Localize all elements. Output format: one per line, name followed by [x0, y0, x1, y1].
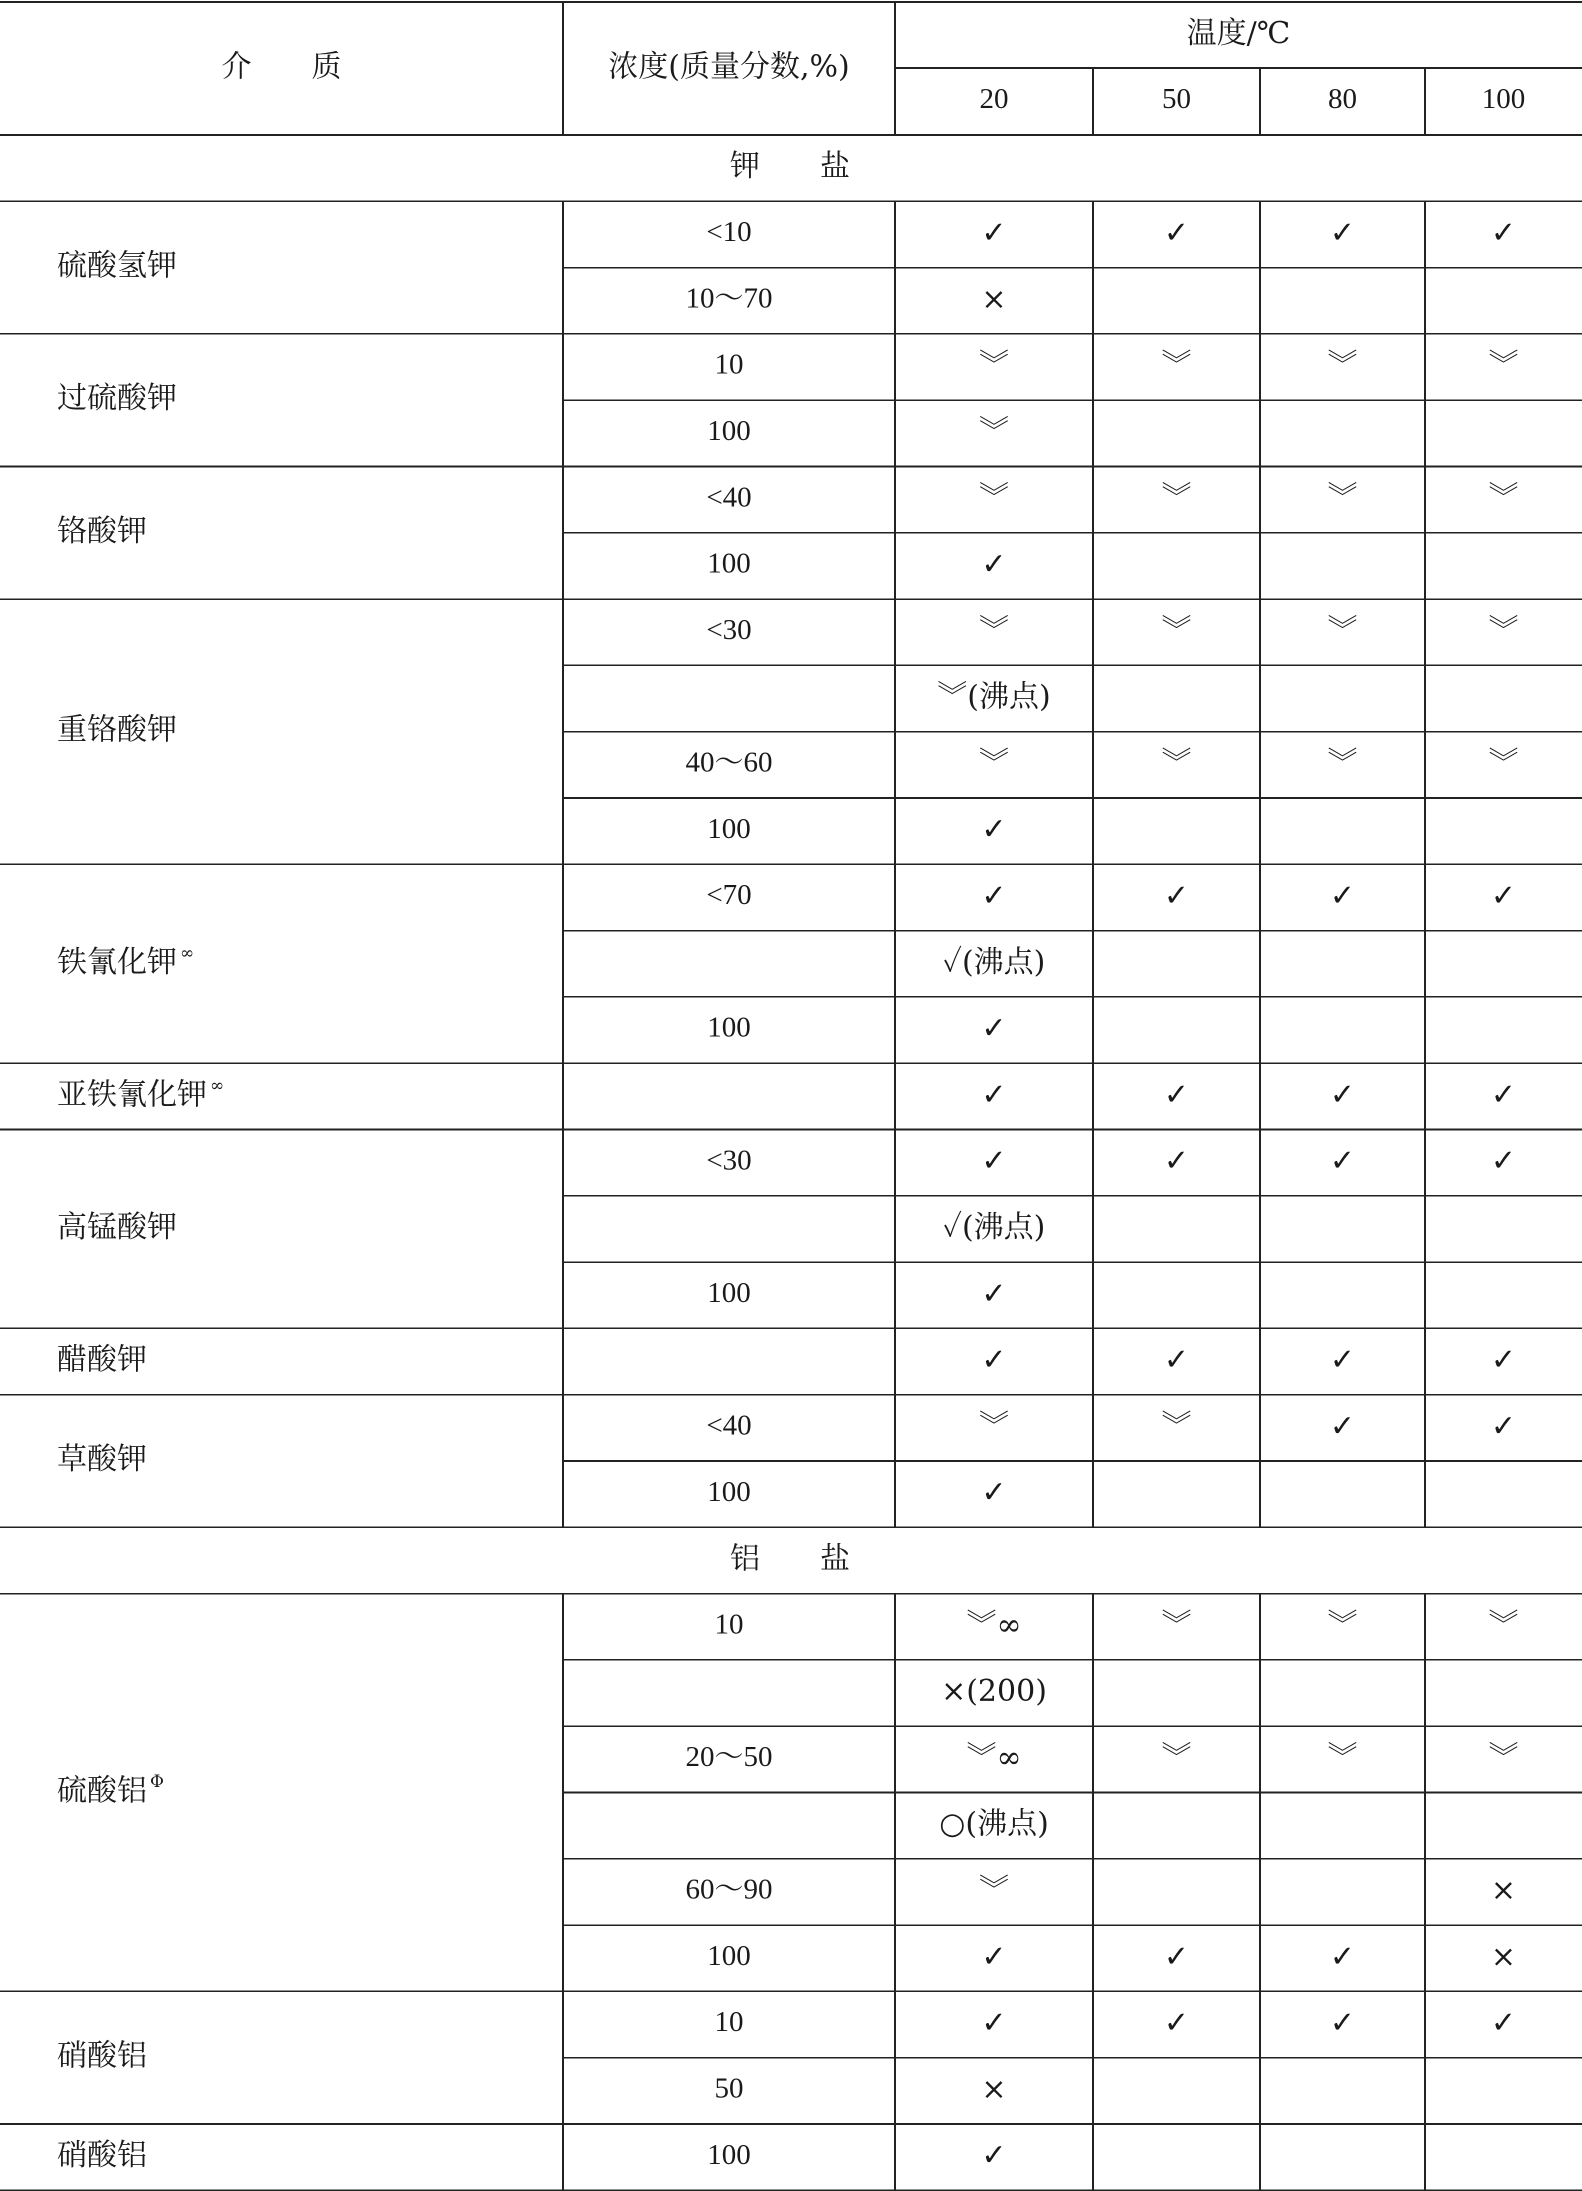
rating-cell-100: ✓	[1490, 1408, 1517, 1444]
rating-cell-20: ×(200)	[941, 1674, 1047, 1710]
medium-name: 硝酸铝	[57, 2138, 147, 2174]
concentration-cell: 100	[707, 1475, 751, 1508]
medium-footnote-mark: ∞	[210, 1075, 225, 1096]
rating-cell-50: ✓	[1163, 215, 1190, 251]
rating-cell-20: ✓(沸点)	[942, 944, 1046, 980]
rating-cell-20: ︾∞	[966, 1607, 1022, 1643]
medium-name: 铁氰化钾	[57, 944, 177, 980]
rating-cell-80: ✓	[1329, 878, 1356, 914]
header-temperature: 温度/℃	[1186, 16, 1291, 51]
medium-name: 硫酸铝	[57, 1773, 147, 1809]
rating-cell-20: ✓	[981, 2005, 1007, 2041]
concentration-cell: 40～60	[685, 746, 773, 779]
header-medium: 介 质	[221, 49, 342, 85]
rating-cell-20: ✓	[981, 1276, 1007, 1312]
rating-cell-20: ✓	[981, 1939, 1007, 1975]
medium-name: 硝酸铝	[57, 2038, 147, 2074]
concentration-cell: 100	[707, 547, 751, 580]
header-temp-80: 80	[1328, 83, 1357, 116]
rating-cell-20: ︾∞	[966, 1740, 1022, 1776]
rating-cell-100: ︾	[1488, 745, 1519, 781]
header-temp-100: 100	[1481, 83, 1526, 116]
concentration-cell: <70	[706, 879, 752, 912]
rating-cell-20: ︾	[979, 745, 1009, 781]
concentration-cell: 100	[707, 1939, 751, 1972]
rating-cell-100: ︾	[1488, 1607, 1519, 1643]
rating-cell-80: ︾	[1327, 348, 1358, 384]
rating-cell-100: ✓	[1490, 1143, 1517, 1179]
rating-cell-100: ×	[1490, 1939, 1517, 1975]
rating-cell-80: ✓	[1329, 215, 1356, 251]
rating-cell-50: ︾	[1161, 745, 1192, 781]
rating-cell-20: ︾	[979, 1872, 1009, 1908]
rating-cell-20: ︾	[979, 613, 1009, 649]
rating-cell-50: ︾	[1161, 1740, 1192, 1776]
rating-cell-100: ✓	[1490, 1342, 1517, 1378]
rating-cell-20: ︾(沸点)	[937, 679, 1051, 715]
concentration-cell: <10	[706, 216, 752, 249]
concentration-cell: 100	[707, 415, 751, 448]
rating-cell-80: ✓	[1329, 1143, 1356, 1179]
concentration-cell: 100	[707, 1011, 751, 1044]
rating-cell-80: ︾	[1327, 745, 1358, 781]
medium-name: 草酸钾	[57, 1442, 147, 1477]
rating-cell-20: ✓	[981, 546, 1007, 582]
rating-cell-80: ✓	[1329, 1408, 1356, 1444]
concentration-cell: 100	[707, 1276, 751, 1309]
rating-cell-20: ✓	[981, 878, 1007, 914]
concentration-cell: 100	[707, 812, 751, 845]
concentration-cell: 10	[714, 2006, 744, 2039]
rating-cell-20: ✓	[981, 1011, 1007, 1047]
rating-cell-100: ︾	[1488, 613, 1519, 649]
rating-cell-100: ✓	[1490, 878, 1517, 914]
rating-cell-50: ︾	[1161, 1408, 1192, 1444]
rating-cell-100: ︾	[1488, 348, 1519, 384]
rating-cell-50: ︾	[1161, 613, 1192, 649]
rating-cell-20: ×	[981, 2071, 1007, 2107]
header-concentration: 浓度(质量分数,%)	[608, 49, 850, 85]
rating-cell-100: ︾	[1488, 1740, 1519, 1776]
rating-cell-20: ︾	[979, 1408, 1009, 1444]
rating-cell-50: ✓	[1163, 1939, 1190, 1975]
rating-cell-80: ︾	[1327, 1740, 1358, 1776]
concentration-cell: <30	[706, 613, 752, 646]
rating-cell-20: ︾	[979, 414, 1009, 450]
rating-cell-100: ×	[1490, 1872, 1517, 1908]
medium-name: 过硫酸钾	[57, 381, 177, 417]
rating-cell-20: ✓(沸点)	[942, 1209, 1046, 1245]
rating-cell-50: ✓	[1163, 878, 1190, 914]
concentration-cell: 20～50	[685, 1741, 773, 1774]
concentration-cell: <30	[706, 1144, 752, 1177]
section-title: 钾 盐	[730, 149, 850, 185]
rating-cell-50: ✓	[1163, 1143, 1190, 1179]
rating-cell-100: ✓	[1490, 1077, 1517, 1113]
concentration-cell: 10～70	[685, 282, 773, 315]
concentration-cell: 10	[714, 348, 744, 381]
medium-name: 硫酸氢钾	[57, 248, 177, 284]
rating-cell-50: ✓	[1163, 2005, 1190, 2041]
rating-cell-50: ︾	[1161, 480, 1192, 516]
rating-cell-80: ✓	[1329, 2005, 1356, 2041]
medium-name: 高锰酸钾	[57, 1209, 177, 1245]
concentration-cell: 50	[714, 2072, 744, 2105]
rating-cell-50: ︾	[1161, 348, 1192, 384]
rating-cell-50: ︾	[1161, 1607, 1192, 1643]
concentration-cell: 10	[714, 1608, 744, 1641]
rating-cell-80: ︾	[1327, 1607, 1358, 1643]
concentration-cell: 60～90	[685, 1873, 773, 1906]
rating-cell-100: ︾	[1488, 480, 1519, 516]
concentration-cell: 100	[707, 2138, 751, 2171]
medium-name: 重铬酸钾	[57, 712, 177, 748]
rating-cell-80: ︾	[1327, 480, 1358, 516]
rating-cell-20: ✓	[981, 2138, 1007, 2174]
rating-cell-50: ✓	[1163, 1077, 1190, 1113]
rating-cell-20: ︾	[979, 480, 1009, 516]
rating-cell-80: ✓	[1329, 1342, 1356, 1378]
rating-cell-20: ✓	[981, 1342, 1007, 1378]
medium-footnote-mark: Φ	[150, 1772, 164, 1792]
rating-cell-20: ✓	[981, 1143, 1007, 1179]
concentration-cell: <40	[706, 481, 752, 514]
rating-cell-20: ✓	[981, 1077, 1007, 1113]
rating-cell-20: ✓	[981, 812, 1007, 848]
medium-name: 亚铁氰化钾	[57, 1077, 207, 1113]
rating-cell-100: ✓	[1490, 215, 1517, 251]
rating-cell-20: ×	[981, 281, 1007, 317]
rating-cell-20: ○(沸点)	[939, 1806, 1049, 1842]
medium-name: 醋酸钾	[57, 1342, 147, 1378]
rating-cell-80: ︾	[1327, 613, 1358, 649]
rating-cell-20: ︾	[979, 348, 1009, 384]
rating-cell-50: ✓	[1163, 1342, 1190, 1378]
header-temp-50: 50	[1162, 83, 1191, 116]
rating-cell-20: ✓	[981, 215, 1007, 251]
rating-cell-100: ✓	[1490, 2005, 1517, 2041]
concentration-cell: <40	[706, 1409, 752, 1442]
medium-footnote-mark: ∞	[180, 943, 195, 964]
section-title: 铝 盐	[730, 1541, 850, 1577]
rating-cell-80: ✓	[1329, 1077, 1356, 1113]
header-temp-20: 20	[979, 83, 1009, 116]
rating-cell-80: ✓	[1329, 1939, 1356, 1975]
medium-name: 铬酸钾	[57, 513, 147, 549]
rating-cell-20: ✓	[981, 1475, 1007, 1511]
